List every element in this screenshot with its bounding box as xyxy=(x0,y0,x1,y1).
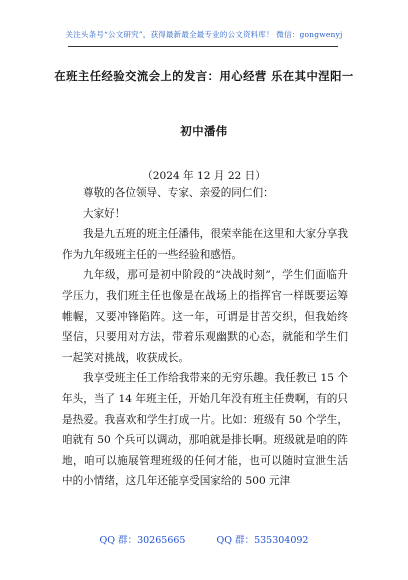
header-note: 关注头条号“公文研究”，获得最新最全最专业的公文资料库！ 微信：gongwenyj xyxy=(65,30,343,39)
body-paragraph: 九年级，那可是初中阶段的“决战时刻”，学生们面临升学压力，我们班主任也像是在战场上的指挥官一样既要运筹帷幄，又要冲锋陷阵。这一年，可谓是甘苦交织，但我始终坚信，只要用对方法，带着乐观幽默的心态，就能和学生们一起笑对挑战，收获成长。 xyxy=(62,269,348,364)
document-body xyxy=(62,183,348,492)
footer-qq-group-1: QQ 群：30265665 xyxy=(99,535,186,546)
greeting: 大家好！ xyxy=(83,207,126,220)
body-paragraph: 我是九五班的班主任潘伟，很荣幸能在这里和大家分享我作为九年级班主任的一些经验和感悟。 xyxy=(62,228,348,261)
header-divider xyxy=(68,46,338,47)
document-title: 在班主任经验交流会上的发言：用心经营 乐在其中涅阳一 xyxy=(54,69,354,83)
document-date: （2024 年 12 月 22 日） xyxy=(142,170,266,182)
footer-contact xyxy=(0,532,408,546)
document-author-line: 初中潘伟 xyxy=(180,124,228,138)
body-paragraph: 我享受班主任工作给我带来的无穷乐趣。我任教已 15 个年头，当了 14 年班主任，开始几年没有班主任费啊，有的只是热爱。我喜欢和学生打成一片。比如：班级有 50 个学生，咱就有 50 个兵可以调动，那咱就是排长啊。班级就是咱的阵地，咱可以施展管理班级的任何才能，也可以随时宣泄生活中的小情绪，这几年还能享受国家给的 500 元津 xyxy=(62,372,348,488)
footer-qq-group-2: QQ 群：535304092 xyxy=(216,535,309,546)
salutation: 尊敬的各位领导、专家、亲爱的同仁们： xyxy=(83,187,274,199)
